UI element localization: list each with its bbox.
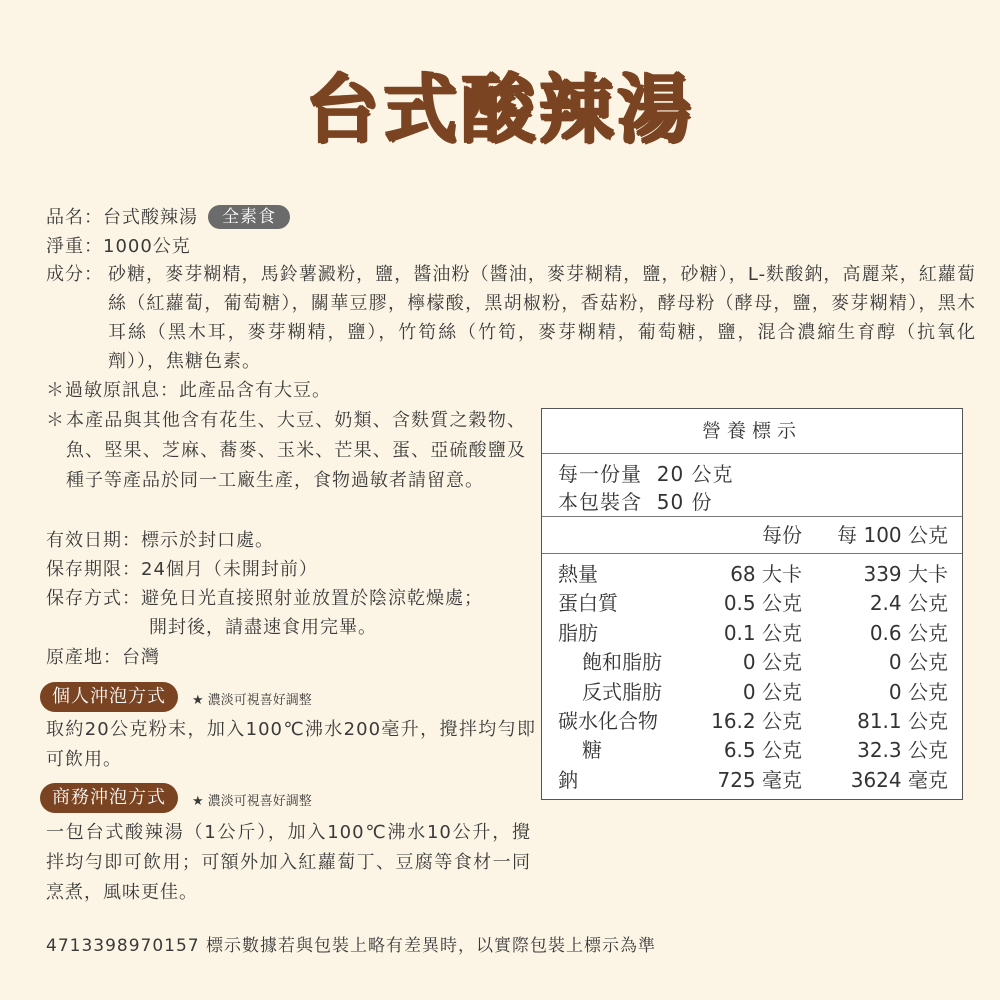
per-100g-value: 2.4 公克 bbox=[869, 591, 948, 616]
product-name-label: 品名： bbox=[46, 207, 103, 228]
storage-line-1: 保存方式：避免日光直接照射並放置於陰涼乾燥處； bbox=[46, 588, 483, 609]
allergen-warning bbox=[46, 406, 526, 496]
product-name-line bbox=[46, 203, 290, 232]
expiry-date: 有效日期：標示於封口處。 bbox=[46, 530, 274, 551]
per-serving-value: 68 大卡 bbox=[730, 562, 802, 586]
asterisk: ＊ bbox=[46, 410, 65, 431]
vegan-badge: 全素食 bbox=[208, 205, 290, 229]
nutrition-row bbox=[542, 766, 962, 795]
servings-per-pack: 本包裝含 50 份 bbox=[558, 490, 713, 514]
business-prep-text: 一包台式酸辣湯（1公斤），加入100℃沸水10公升，攪拌均勻即可飲用；可額外加入紅蘿蔔丁、豆腐等食材一同烹煮，風味更佳。 bbox=[46, 822, 531, 903]
per-serving-value: 0.5 公克 bbox=[723, 591, 802, 616]
per-100g-value: 0 公克 bbox=[888, 650, 948, 675]
nutrition-row bbox=[542, 648, 962, 677]
per-serving-value: 6.5 公克 bbox=[723, 738, 802, 763]
col-per-100g: 每 100 公克 bbox=[837, 523, 948, 547]
per-100g-value: 32.3 公克 bbox=[857, 738, 948, 763]
personal-prep-text: 取約20公克粉末，加入100℃沸水200毫升，攪拌均勻即可飲用。 bbox=[46, 719, 536, 770]
nutrition-row bbox=[542, 736, 962, 765]
serving-size: 每一份量 20 公克 bbox=[558, 462, 734, 486]
ingredients-label: 成分： bbox=[46, 264, 103, 285]
per-100g-value: 0 公克 bbox=[888, 679, 948, 704]
net-weight-line bbox=[46, 232, 191, 261]
nutrition-column-headers bbox=[542, 517, 962, 554]
per-100g-value: 81.1 公克 bbox=[857, 708, 948, 733]
page-title: 台式酸辣湯 bbox=[305, 67, 695, 153]
nutrition-row bbox=[542, 707, 962, 736]
per-100g-value: 3624 毫克 bbox=[850, 767, 948, 792]
nutrient-name: 鈉 bbox=[558, 767, 578, 792]
net-weight-label: 淨重： bbox=[46, 236, 103, 257]
nutrition-row bbox=[542, 678, 962, 707]
nutrition-header: 營養標示 bbox=[542, 409, 962, 454]
nutrient-name: 糖 bbox=[582, 738, 602, 763]
nutrient-name: 飽和脂肪 bbox=[582, 650, 662, 675]
per-serving-value: 0 公克 bbox=[742, 650, 802, 675]
nutrient-name: 碳水化合物 bbox=[558, 708, 658, 733]
per-serving-value: 725 毫克 bbox=[717, 767, 802, 792]
product-name: 台式酸辣湯 bbox=[103, 207, 198, 228]
ingredients-text: 砂糖，麥芽糊精，馬鈴薯澱粉，鹽，醬油粉（醬油，麥芽糊精，鹽，砂糖），L-麩酸鈉，高麗菜，紅蘿蔔絲（紅蘿蔔，葡萄糖），關華豆膠，檸檬酸，黑胡椒粉，香菇粉，酵母粉（酵母，鹽，麥芽糊精），黑木耳絲（黑木耳，麥芽糊精，鹽），竹筍絲（竹筍，麥芽糊精，葡萄糖，鹽，混合濃縮生育醇（抗氧化劑）），焦糖色素。 bbox=[108, 264, 976, 372]
nutrition-row bbox=[542, 560, 962, 589]
nutrient-name: 熱量 bbox=[558, 562, 598, 586]
personal-prep-badge: 個人沖泡方式 bbox=[40, 682, 178, 712]
footer-note: 4713398970157 標示數據若與包裝上略有差異時，以實際包裝上標示為準 bbox=[46, 936, 657, 956]
allergen-warning-text: 本產品與其他含有花生、大豆、奶類、含麩質之穀物、魚、堅果、芝麻、蕎麥、玉米、芒果、蛋、亞硫酸鹽及種子等產品於同一工廠生產，食物過敏者請留意。 bbox=[66, 410, 526, 491]
business-prep-note: ★ 濃淡可視喜好調整 bbox=[192, 794, 312, 809]
nutrition-table bbox=[541, 408, 963, 800]
origin: 原產地：台灣 bbox=[46, 647, 160, 668]
per-serving-value: 0.1 公克 bbox=[723, 620, 802, 645]
nutrition-row bbox=[542, 619, 962, 648]
nutrient-name: 脂肪 bbox=[558, 620, 598, 645]
business-prep-badge: 商務沖泡方式 bbox=[40, 783, 178, 813]
allergen-info: ＊過敏原訊息：此產品含有大豆。 bbox=[46, 380, 331, 401]
shelf-life: 保存期限：24個月（未開封前） bbox=[46, 559, 318, 580]
nutrient-name: 蛋白質 bbox=[558, 591, 618, 616]
nutrition-row bbox=[542, 589, 962, 618]
storage-line-2: 開封後，請盡速食用完畢。 bbox=[149, 617, 377, 638]
nutrient-name: 反式脂肪 bbox=[582, 679, 662, 704]
per-100g-value: 339 大卡 bbox=[863, 562, 948, 586]
storage-method bbox=[46, 584, 483, 642]
nutrition-rows bbox=[542, 554, 962, 795]
serving-info bbox=[542, 454, 962, 517]
net-weight: 1000公克 bbox=[103, 236, 191, 257]
col-per-serving: 每份 bbox=[762, 523, 802, 547]
per-serving-value: 0 公克 bbox=[742, 679, 802, 704]
personal-prep-note: ★ 濃淡可視喜好調整 bbox=[192, 693, 312, 708]
ingredients-block bbox=[46, 260, 976, 376]
per-100g-value: 0.6 公克 bbox=[869, 620, 948, 645]
per-serving-value: 16.2 公克 bbox=[711, 708, 802, 733]
